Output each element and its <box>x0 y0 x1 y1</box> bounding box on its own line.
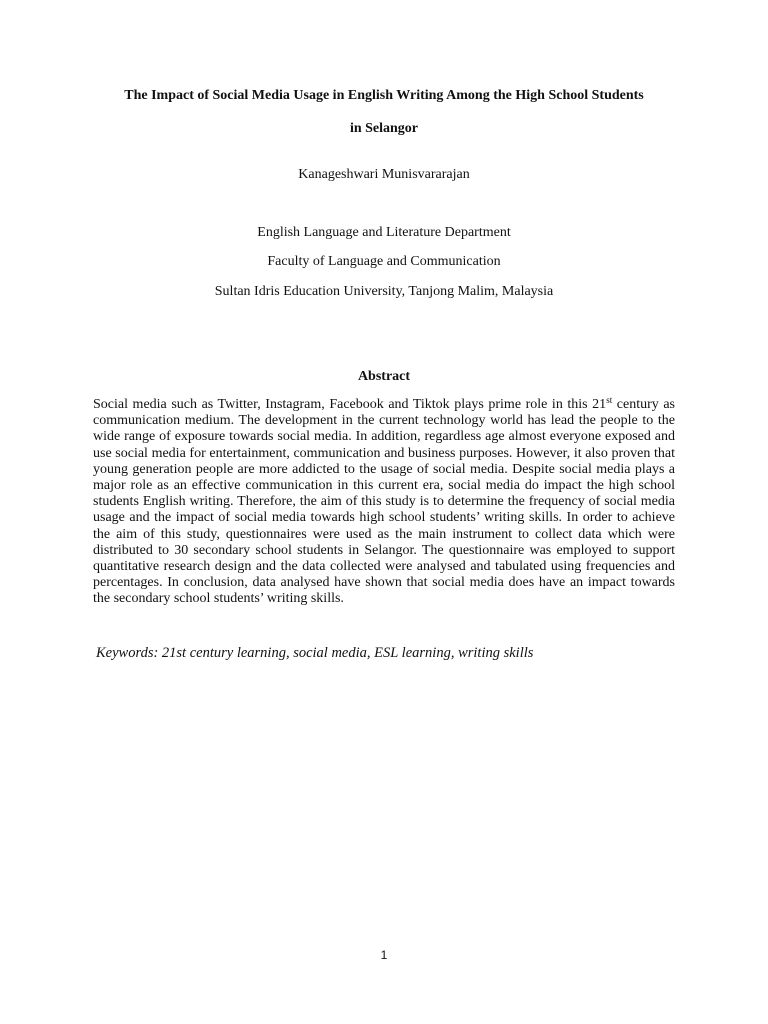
abstract-superscript: st <box>606 395 613 405</box>
affiliation-faculty: Faculty of Language and Communication <box>267 254 501 269</box>
paper-title-line-1: The Impact of Social Media Usage in English Writing Among the High School Students <box>124 88 644 103</box>
affiliation-department: English Language and Literature Department <box>257 225 511 240</box>
affiliation-university: Sultan Idris Education University, Tanjong Malim, Malaysia <box>214 284 554 299</box>
abstract-text-part-1: Social media such as Twitter, Instagram, Facebook and Tiktok plays prime role in this 21 <box>93 397 607 412</box>
page-number: 1 <box>380 948 388 962</box>
abstract-text-part-2: century as communication medium. The development in the current technology world has lead the people to the wide range of exposure towards social media. In addition, regardless age almost everyone exposed and use social media for entertainment, communication and business purposes. However, it also proven that young generation people are more addicted to the usage of social media. Despite social media plays a major role as an effective communication in this current era, social media do impact the high school students English writing. Therefore, the aim of this study is to determine the frequency of social media usage and the impact of social media towards high school students’ writing skills. In order to achieve the aim of this study, questionnaires were used as the main instrument to collect data which were distributed to 30 secondary school students in Selangor. The questionnaire was employed to support quantitative research design and the data collected were analysed and tabulated using frequencies and percentages. In conclusion, data analysed have shown that social media does have an impact towards the secondary school students’ writing skills. <box>93 397 675 607</box>
paper-title-line-2: in Selangor <box>349 121 419 136</box>
abstract-body <box>93 397 675 608</box>
keywords-line: Keywords: 21st century learning, social media, ESL learning, writing skills <box>96 645 534 661</box>
abstract-heading: Abstract <box>357 369 411 384</box>
author-name: Kanageshwari Munisvararajan <box>298 167 470 182</box>
